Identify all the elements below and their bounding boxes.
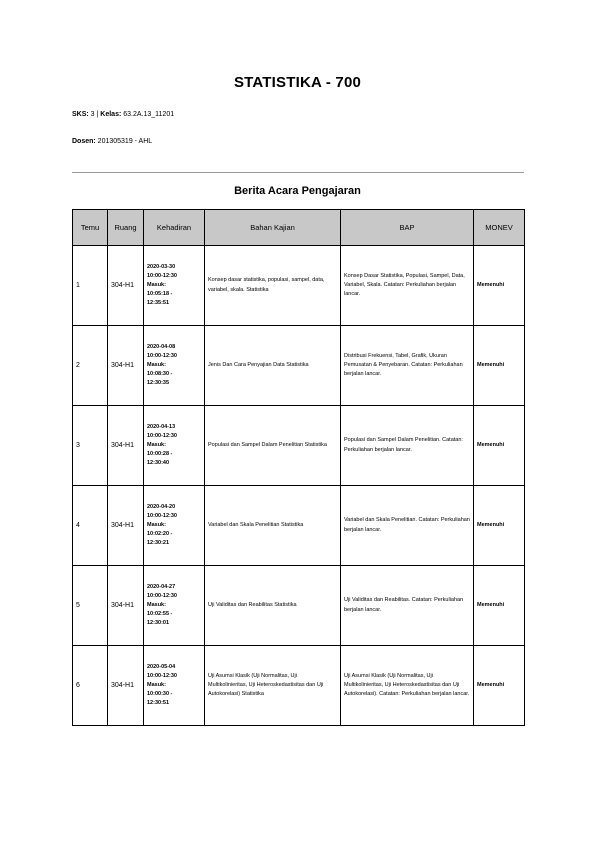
kehadiran-out: 12:30:40 [147,460,170,467]
cell-monev: Memenuhi [474,406,525,486]
table-row [73,566,525,646]
cell-kehadiran [144,326,205,406]
header-ruang: Ruang [108,210,144,246]
kehadiran-label: Masuk: [147,361,166,368]
cell-bap: Uji Asumsi Klasik (Uji Normalitas, Uji Multikolinieritas, Uji Heteroskedastisitas dan Uji Autokorelasi). Catatan: Perkuliahan berjalan lancar. [341,646,474,726]
cell-temu: 4 [73,486,108,566]
cell-bahan-kajian: Variabel dan Skala Penelitian Statistika [205,486,341,566]
cell-bap: Variabel dan Skala Penelitian. Catatan: Perkuliahan berjalan lancar. [341,486,474,566]
cell-ruang: 304-H1 [108,326,144,406]
kehadiran-out: 12:30:35 [147,380,170,387]
kehadiran-in: 10:08:30 - [147,371,173,378]
teaching-report-table [72,209,525,726]
kehadiran-out: 12:30:21 [147,540,170,547]
kehadiran-in: 10:00:28 - [147,451,173,458]
header-kehadiran: Kehadiran [144,210,205,246]
divider [72,172,524,173]
header-bahan-kajian: Bahan Kajian [205,210,341,246]
kehadiran-out: 12:30:51 [147,700,170,707]
kehadiran-out: 12:30:01 [147,620,170,627]
kehadiran-out: 12:35:51 [147,300,170,307]
kehadiran-date: 2020-04-13 [147,423,176,430]
cell-bahan-kajian: Konsep dasar statistika, populasi, sampel, data, variabel, skala. Statistika [205,246,341,326]
lecturer-info [72,138,152,145]
header-temu: Temu [73,210,108,246]
kehadiran-schedule: 10:00-12:30 [147,432,177,439]
cell-kehadiran [144,406,205,486]
cell-temu: 3 [73,406,108,486]
kehadiran-date: 2020-04-27 [147,583,176,590]
cell-temu: 2 [73,326,108,406]
cell-ruang: 304-H1 [108,486,144,566]
kehadiran-label: Masuk: [147,441,166,448]
cell-temu: 6 [73,646,108,726]
page-title: STATISTIKA - 700 [233,74,362,91]
cell-bap: Distribusi Frekuensi, Tabel, Grafik, Ukuran Pemusatan & Penyebaran. Catatan: Perkuliahan berjalan lancar. [341,326,474,406]
cell-bahan-kajian: Uji Validitas dan Reabilitas Statistika [205,566,341,646]
kehadiran-in: 10:02:20 - [147,531,173,538]
sks-value: 3 | [88,111,101,118]
kehadiran-schedule: 10:00-12:30 [147,352,177,359]
cell-bahan-kajian: Jenis Dan Cara Penyajian Data Statistika [205,326,341,406]
kelas-label: Kelas: [100,111,122,118]
table-row [73,486,525,566]
cell-ruang: 304-H1 [108,246,144,326]
kehadiran-date: 2020-04-20 [147,503,176,510]
kehadiran-schedule: 10:00-12:30 [147,272,177,279]
cell-ruang: 304-H1 [108,566,144,646]
table-row [73,406,525,486]
cell-monev: Memenuhi [474,646,525,726]
kehadiran-label: Masuk: [147,521,166,528]
cell-temu: 1 [73,246,108,326]
cell-monev: Memenuhi [474,486,525,566]
kehadiran-label: Masuk: [147,281,166,288]
kehadiran-label: Masuk: [147,601,166,608]
table-row [73,326,525,406]
kelas-value: 63.2A.13_11201 [121,111,175,118]
kehadiran-schedule: 10:00-12:30 [147,592,177,599]
sks-label: SKS: [72,111,89,118]
section-title: Berita Acara Pengajaran [234,185,361,197]
kehadiran-in: 10:00:30 - [147,691,173,698]
class-info [72,111,174,118]
kehadiran-in: 10:02:55 - [147,611,173,618]
kehadiran-date: 2020-04-08 [147,343,176,350]
cell-ruang: 304-H1 [108,646,144,726]
table-row [73,246,525,326]
kehadiran-schedule: 10:00-12:30 [147,512,177,519]
cell-bap: Populasi dan Sampel Dalam Penelitian. Catatan: Perkuliahan berjalan lancar. [341,406,474,486]
cell-bap: Uji Validitas dan Reabilitas. Catatan: Perkuliahan berjalan lancar. [341,566,474,646]
cell-monev: Memenuhi [474,246,525,326]
cell-bahan-kajian: Uji Asumsi Klasik (Uji Normalitas, Uji Multikolinieritas, Uji Heteroskedastisitas dan Uji Autokorelasi) Statistika [205,646,341,726]
cell-monev: Memenuhi [474,326,525,406]
cell-kehadiran [144,646,205,726]
cell-kehadiran [144,246,205,326]
table-row [73,646,525,726]
cell-monev: Memenuhi [474,566,525,646]
kehadiran-date: 2020-05-04 [147,663,176,670]
cell-temu: 5 [73,566,108,646]
header-monev: MONEV [474,210,525,246]
cell-bap: Konsep Dasar Statistika, Populasi, Sampel, Data, Variabel, Skala. Catatan: Perkuliahan berjalan lancar. [341,246,474,326]
cell-kehadiran [144,566,205,646]
kehadiran-schedule: 10:00-12:30 [147,672,177,679]
kehadiran-date: 2020-03-30 [147,263,176,270]
dosen-value: 201305319 - AHL [95,138,153,145]
cell-kehadiran [144,486,205,566]
table-header-row [73,210,525,246]
header-bap: BAP [341,210,474,246]
cell-bahan-kajian: Populasi dan Sampel Dalam Penelitian Statistika [205,406,341,486]
kehadiran-label: Masuk: [147,681,166,688]
cell-ruang: 304-H1 [108,406,144,486]
dosen-label: Dosen: [72,138,96,145]
kehadiran-in: 10:05:18 - [147,291,173,298]
